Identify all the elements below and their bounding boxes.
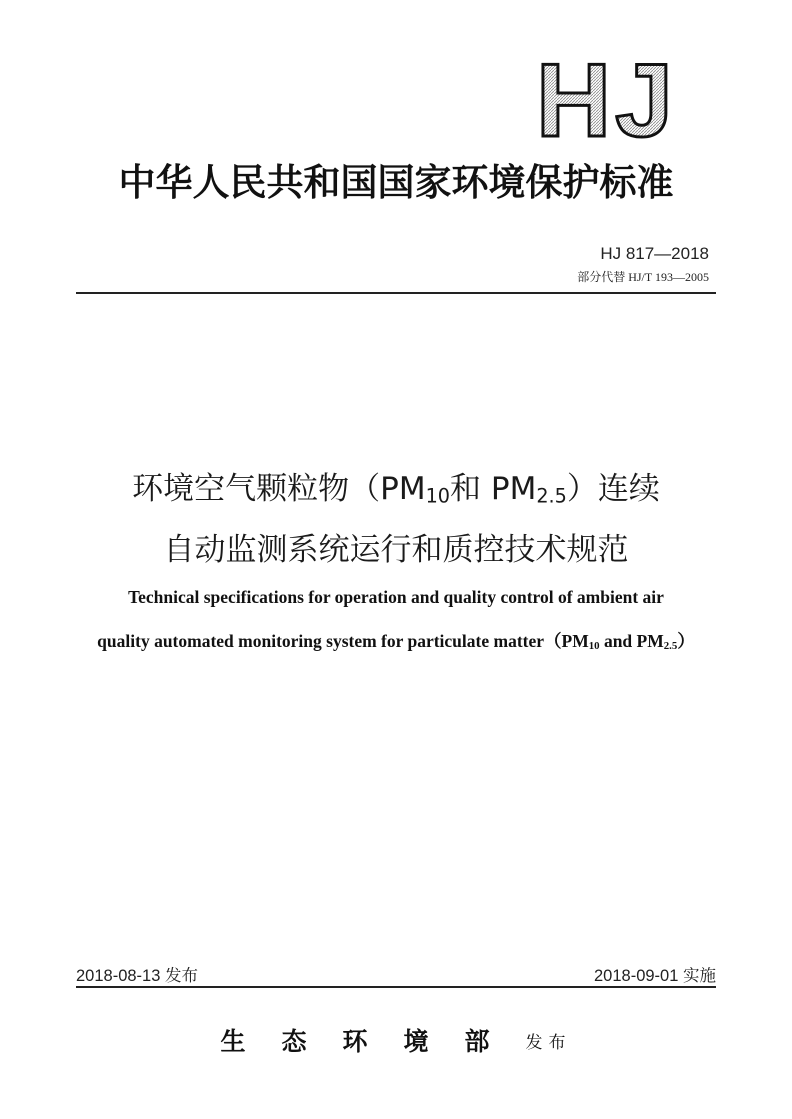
bottom-divider [76, 986, 716, 988]
title-en-line2 [0, 628, 792, 653]
publisher-org: 生态环境部 [220, 1027, 526, 1056]
title-en-line2-part-b: and PM [599, 631, 664, 651]
title-cn-line1-part-c: ）连续 [566, 471, 660, 507]
replaces-note: 部分代替 HJ/T 193—2005 [577, 270, 709, 284]
title-en-line2-sub1: 10 [588, 639, 600, 652]
title-en-line2-sub2: 2.5 [663, 639, 678, 652]
standard-number: HJ 817—2018 [600, 244, 709, 263]
title-cn-line1-sub2: 2.5 [536, 484, 567, 508]
standard-title: 中华人民共和国国家环境保护标准 [118, 160, 674, 204]
title-cn-line1-part-a: 环境空气颗粒物（PM [132, 471, 426, 507]
title-cn-line1-part-b: 和 PM [450, 471, 537, 507]
publisher-suffix: 发布 [525, 1033, 572, 1053]
title-cn-line2: 自动监测系统运行和质控技术规范 [163, 532, 629, 568]
title-cn-line1-sub1: 10 [425, 484, 451, 508]
top-divider [76, 292, 716, 294]
title-en-line2-part-a: quality automated monitoring system for particulate matter（PM [97, 631, 589, 651]
title-cn-line1 [0, 463, 792, 508]
hj-logo [536, 52, 706, 142]
title-en-line1: Technical specifications for operation and quality control of ambient air [128, 587, 664, 607]
issue-date: 2018-08-13 发布 [76, 967, 198, 985]
hj-logo-text: HJ [536, 52, 677, 142]
implementation-date: 2018-09-01 实施 [594, 967, 716, 985]
title-en-line2-part-c: ） [677, 631, 695, 651]
publisher [0, 1022, 792, 1058]
